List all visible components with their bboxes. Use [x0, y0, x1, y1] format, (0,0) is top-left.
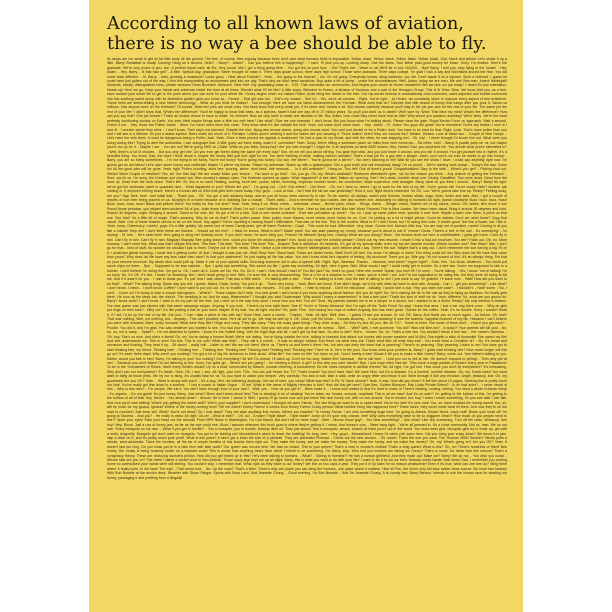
poster-headline: [107, 14, 511, 54]
movie-script-poster: [89, 0, 523, 612]
headline-line-2: there is no way a bee should be able to fly.: [107, 34, 487, 54]
headline-line-1: According to all known laws of aviation,: [107, 14, 464, 34]
script-body-text: Its wings are too small to get its fat little body off the ground. The bee, of course, flies anyway because bees don't care what humans think is impossible. Yellow, black. Yellow, black. Yellow, black. Yellow, black. Ooh, black and yellow! Let's shake it up a little. Barry! Breakfast is ready! Coming! Hang on a second. Hello? - Barry? - Adam? - Can you believe this is happening? - I can't. I'll pick you up. Looking sharp. Use the stairs. Your father paid good money for those. Sorry. I'm excited. Here's the graduate. We're very proud of you, son. A perfect report card, all B's. Very proud. Ma! I got a thing going here. - You got lint on your fuzz. - Ow! That's me! - Wave to us! We'll be in row 118,000. - Bye! Barry, I told you, stop flying in the house! - Hey, Adam. - Hey, Barry. - Is that fuzz gel? - A little. Special day, graduation. Never thought I'd make it. Three days grade school, three days high school. Those were awkward. Three days college. I'm glad I took a day and hitchhiked around the hive. You did come back different. - Hi, Barry. - Artie, growing a mustache? Looks good. - Hear about Frankie? - Yeah. - You going to the funeral? - No, I'm not going. Everybody knows, sting someone, you die. Don't waste it on a squirrel. Such a hothead. I guess he could have just gotten out of the way. I love this incorporating an amusement park into our day. That's why we don't need vacations. Boy, quite a bit of pomp... under the circumstances. Well, Adam, today we are men. We are! Bee-men. Amen! Hallelujah! Students, faculty, distinguished bees, please welcome Dean Buzzwell. Welcome, New Hive City graduating class of... 9:15. That concludes our ceremonies. And begins your career at Honex Industries! Will we pick our job today? I heard it's just orientation. Heads up! Here we go. Keep your hands and antennas inside the tram at all times. Wonder what it'll be like? A little scary. Welcome to Honex, a division of Honesco and a part of the Hexagon Group. This is it! Wow. Wow. We know that you, as a bee, have worked your whole life to get to the point where you can work for your whole life. Honey begins when our valiant Pollen Jocks bring the nectar to the hive. Our top-secret formula is automatically color-corrected, scent-adjusted and bubble-contoured into this soothing sweet syrup with its distinctive golden glow you know as... Honey! - That girl was hot. - She's my cousin! - She is? - Yes, we're all cousins. - Right. You're right. - At Honex, we constantly strive to improve every aspect of bee existence. These bees are stress-testing a new helmet technology. - What do you think he makes? - Not enough. Here we have our latest advancement, the Krelman. What does that do? Catches that little strand of honey that hangs after you pour it. Saves us millions. Can anyone work on the Krelman? Of course. Most bee jobs are small ones. But bees know that every small job, if it's done well, means a lot. But choose carefully because you'll stay in the job you pick for the rest of your life. The same job the rest of your life? I didn't know that. What's the difference? You'll be happy to know that bees, as a species, haven't had one day off in 27 million years. So you'll just work us to death? We'll sure try. Wow! That blew my mind! What's the difference? How can you say that? One job forever? That's an insane choice to have to make. I'm relieved. Now we only have to make one decision in life. But, Adam, how could they never have told us that? Why would you question anything? We're bees. We're the most perfectly functioning society on Earth. You ever think maybe things work a little too well here? Like what? Give me one example. I don't know. But you know what I'm talking about. Please clear the gate. Royal Nectar Force on approach. Wait a second. Check it out. - Hey, those are Pollen Jocks! - Wow. I've never seen them this close. They know what it's like outside the hive. Yeah, but some don't come back. - Hey, Jocks! - Hi, Jocks! You guys did great! You're monsters! You're sky freaks! I love it! I love it! - I wonder where they were. - I don't know. Their day's not planned. Outside the hive, flying who knows where, doing who knows what. You can't just decide to be a Pollen Jock. You have to be bred for that. Right. Look. That's more pollen than you and I will see in a lifetime. It's just a status symbol. Bees make too much of it. Perhaps. Unless you're wearing it and the ladies see you wearing it. Those ladies? Aren't they our cousins too? Distant. Distant. Look at these two. - Couple of Hive Harrys. - Let's have fun with them. It must be dangerous being a Pollen Jock. Yeah. Once a bear pinned me against a mushroom! He had a paw on my throat, and with the other, he was slapping me! - Oh, my! - I never thought I'd knock him out. What were you doing during this? Trying to alert the authorities. I can autograph that. A little gusty out there today, wasn't it, comrades? Yeah. Gusty. We're hitting a sunflower patch six miles from here tomorrow. - Six miles, huh? - Barry! A puddle jump for us, but maybe you're not up for it. - Maybe I am. - You are not! We're going 0900 at J-Gate. What do you think, buzzy-boy? Are you bee enough? I might be. It all depends on what 0900 means. Hey, Honex! Dad, you surprised me. You decide what you're interested in? - Well, there's a lot of choices. - But you only get one. Do you ever get bored doing the same job every day? Son, let me tell you about stirring. You grab that stick, and you just move it around, and you stir it around. You get yourself into a rhythm. It's a beautiful thing. You know, Dad, the more I think about it, maybe the honey field just isn't right for me. You were thinking of what, making balloon animals? That's a bad job for a guy with a stinger. Janet, your son's not sure he wants to go into honey! - Barry, you are so funny sometimes. - I'm not trying to be funny. You're not funny! You're going into honey. Our son, the stirrer! - You're gonna be a stirrer? - No one's listening to me! Wait till you see the sticks I have. I could say anything right now. I'm gonna get an ant tattoo! Let's open some honey and celebrate! Maybe I'll pierce my thorax. Shave my antennae. Shack up with a grasshopper. Get a gold tooth and call everybody dawg! I'm so proud. - We're starting work today! - Today's the day. Come on! All the good jobs will be gone. Yeah, right. Pollen counting, stunt bee, pouring, stirrer, front desk, hair removal... - Is it still available? - Hang on. Two left! One of them's yours! Congratulations! Step to the side. - What'd you get? - Picking crud out. Stellar! Wow! Couple of newbies? Yes, sir! Our first day! We are ready! Make your choice. - You want to go first? - No, you go. Oh, my. What's available? Restroom attendant's open, not for the reason you think. - Any chance of getting the Krelman? - Sure, you're on. I'm sorry, the Krelman just closed out. Wax monkey's always open. The Krelman opened up again. What happened? A bee died. Makes an opening. See? He's dead. Another dead one. Deady. Deadified. Two more dead. Dead from the neck up. Dead from the neck down. That's life! Oh, this is so hard! Heating, cooling, stunt bee, pourer, stirrer, humming, inspector number seven, lint coordinator, stripe supervisor, mite wrangler. Barry, what do you think I should... Barry? Barry! All right, we've got the sunflower patch in quadrant nine... What happened to you? Where are you? - I'm going out. - Out? Out where? - Out there. - Oh, no! I have to, before I go to work for the rest of my life. You're gonna die! You're crazy! Hello? Another call coming in. If anyone's feeling brave, there's a Korean deli on 83rd that gets their roses today. Hey, guys. - Look at that. - Isn't that the kid we saw yesterday? Hold it, son, flight deck's restricted. It's OK, Lou. We're gonna take him up. Really? Feeling lucky, are you? Sign here, here. Just initial that. - Thank you. - OK. You got a rain advisory today, and as you all know, bees cannot fly in rain. So be careful. As always, watch your brooms, hockey sticks, dogs, birds, bears and bats. Also, I got a couple of reports of root beer being poured on us. Murphy's in a home because of it, babbling like a cicada! - That's awful. - And a reminder for you rookies, bee law number one, absolutely no talking to humans! All right, launch positions! Buzz, buzz, buzz, buzz! Buzz, buzz, buzz, buzz! Black and yellow! Hello! You ready for this, hot shot? Yeah. Yeah, bring it on. Wind, check. - Antennae, check. - Nectar pack, check. - Wings, check. - Stinger, check. Scared out of my shorts, check. OK, ladies, let's move it out! Pound those petunias, you striped stem-suckers! All of you, drain those flowers! Wow! I'm out! I can't believe I'm out! So blue. I feel so fast and free! Box kite! Wow! Flowers! This is Blue Leader. We have roses visual. Bring it around 30 degrees and hold. Roses! 30 degrees, roger. Bringing it around. Stand to the side, kid. It's got a bit of a kick. That is one nectar collector! - Ever see pollination up close? - No, sir. I pick up some pollen here, sprinkle it over here. Maybe a dash over there, a pinch on that one. See that? It's a little bit of magic. That's amazing. Why do we do that? That's pollen power. More pollen, more flowers, more nectar, more honey for us. Cool. I'm picking up a lot of bright yellow. Could be daisies. Don't we need those? Copy that visual. Wait. One of these flowers seems to be on the move. Say again? You're reporting a moving flower? Affirmative. That was on the line. This is the coolest. What is it? I don't know, but I'm loving this color. It smells good. Not like a flower, but I like it. Yeah, fuzzy. Chemical-y. Careful, guys. It's a little grabby. My sweet lord of bees! Candy-brain, get off there! Problem! - Guys! - This could be bad. Affirmative. Very close. Gonna hurt. Mama's little boy. You are way out of position, rookie! Coming in at you like a missile! Help me! I don't think these are flowers. - Should we tell him? - I think he knows. What is this?! Match point! You can start packing up, honey, because you're about to eat it! Yowser! Gross. There's a bee in the car! - Do something! - I'm driving! - Hi, bee. - He's back here! He's going to sting me! Nobody move. If you don't move, he won't sting you. Freeze! He blinked! Spray him, Granny! What are you doing?! Wow... the tension level out here is unbelievable. I gotta get home. Can't fly in rain. Can't fly in rain. Can't fly in rain. Mayday! Mayday! Bee going down! Ken, could you close the window please? Ken, could you close the window please? Check out my new resume. I made it into a fold-out brochure. You see? Folds out. Oh, no. More humans. I don't need this. What was that? Maybe this time. This time. This time. This time! This time! This... Drapes! That is diabolical. It's fantastic. It's got all my special skills, even my top-ten favorite movies. What's number one? Star Wars? Nah, I don't go for that... kind of stuff. No wonder we shouldn't talk to them. They're out of their minds. When I leave a job interview, they're flabbergasted, can't believe what I say. There's the sun. Maybe that's a way out. I don't remember the sun having a big 75 on it. I predicted global warming. I could feel it getting hotter. At first I thought it was just me. Wait! Stop! Bee! Stand back. These are winter boots. Wait! Don't kill him! You know I'm allergic to them! This thing could kill me! Why does his life have less value than yours? Why does his life have any less value than mine? Is that your statement? I'm just saying all life has value. You don't know what he's capable of feeling. My brochure! There you go, little guy. I'm not scared of him. It's an allergic thing. Put that on your resume brochure. My whole face could puff up. Make it one of your special skills. Knocking someone out is also a special skill. Right. Bye, Vanessa. Thanks. - Vanessa, next week? Yogurt night? - Sure, Ken. You know, whatever. - You could put carob chips on there. - Bye. - Supposed to be less calories. - Bye. I gotta say something. She saved my life. I gotta say something. All right, here it goes. Nah. What would I say? I could really get in trouble. It's a bee law. You're not supposed to talk to a human. I can't believe I'm doing this. I've got to. Oh, I can't do it. Come on! No. Yes. No. Do it. I can't. How should I start it? You like jazz? No, that's no good. Here she comes! Speak, you fool! Hi! I'm sorry. - You're talking. - Yes, I know. You're talking! I'm so sorry. No, it's OK. It's fine. I know I'm dreaming. But I don't recall going to bed. Well, I'm sure this is very disconcerting. This is a bit of a surprise to me. I mean, you're a bee! I am. And I'm not supposed to be doing this, but they were all trying to kill me. And if it wasn't for you... I had to thank you. It's just how I was raised. That was a little weird. - I'm talking with a bee. - Yeah. I'm talking to a bee. And the bee is talking to me! I just want to say I'm grateful. I'll leave now. - Wait! How did you learn to do that? - What? The talking thing. Same way you did, I guess. Mama, Dada, honey. You pick it up. - That's very funny. - Yeah. Bees are funny. If we didn't laugh, we'd cry with what we have to deal with. Anyway... Can I... get you something? - Like what? I don't know. I mean... I don't know. Coffee? I don't want to put you out. It's no trouble. It takes two minutes. - It's just coffee. - I hate to impose. - Don't be ridiculous! - Actually, I would love a cup. Hey, you want rum cake? - I shouldn't. - Have some. - No, I can't. - Come on! I'm trying to lose a couple micrograms. - Where? - These stripes don't help. You look great! I don't know if you know anything about fashion. Are you all right? No. He's making the tie in the cab as they're flying up Madison. He finally gets there. He runs up the steps into the church. The wedding is on. And he says, Watermelon? I thought you said Guatemalan. Why would I marry a watermelon? Is that a bee joke? That's the kind of stuff we do. Yeah, different. So, what are you gonna do, Barry? About work? I don't know. I want to do my part for the hive, but I can't do it the way they want. I know how you feel. You do? Sure. My parents wanted me to be a lawyer or a doctor, but I wanted to be a florist. Really? My only interest is flowers. Our new queen was just elected with that same campaign slogan. Anyway, if you look... There's my hive right there. See it? You're in Sheep Meadow! Yes! I'm right off the Turtle Pond! No way! I know that area. I lost a toe ring there once. - Why do girls put rings on their toes? - Why not? It's like putting a hat on your knee. Maybe I'll try that. You all right, ma'am? Oh, yeah. Fine. Just having two cups of coffee! Anyway, this has been great. Thanks for the coffee. Yeah, it's no trouble. Sorry I couldn't finish it. If I did, I'd be up the rest of my life. Are you...? Can I take a piece of this with me? Sure! Here, have a crumb. - Thanks! - Yeah. All right. Well, then... I guess I'll see you around. Or not. OK, Barry. And thank you so much again... for before. Oh, that? That was nothing. Well, not nothing, but... Anyway... This can't possibly work. He's all set to go. We may as well try it. OK, Dave, pull the chute. - Sounds amazing. - It was amazing! It was the scariest, happiest moment of my life. Humans! I can't believe you were with humans! Giant, scary humans! What were they like? Huge and crazy. They talk crazy. They eat crazy giant things. They drive crazy. - Do they try and kill you, like on TV? - Some of them. But some of them don't. - How'd you get back? - Poodle. You did it, and I'm glad. You saw whatever you wanted to see. You had your experience. Now you can pick out your job and be normal. - Well... - Well? Well, I met someone. You did? Was she Bee-ish? - A wasp?! Your parents will kill you! - No, no, no, not a wasp. - Spider? - I'm not attracted to spiders. I know it's the hottest thing, with the eight legs and all. I can't get by that face. So who is she? She's... human. No, no. That's a bee law. You wouldn't break a bee law. - Her name's Vanessa. - Oh, boy. She's so nice. And she's a florist! Oh, no! You're dating a human florist! We're not dating. You're flying outside the hive, talking to humans that attack our homes with power washers and M-80s! One-eighth a stick of dynamite! She saved my life! And she understands me. This is over! Eat this. This is not over! What was that? - They call it a crumb. - It was so stingin' stripey! And that's not what they eat. That's what falls off what they eat! - You know what a Cinnabon is? - No. It's bread and cinnamon and frosting. They heat it up... Sit down! ...really hot! - Listen to me! We are not them! We're us. There's us and there's them! Yes, but who can deny the heart that is yearning? There's no yearning. Stop yearning. Listen to me! You have got to start thinking bee, my friend. Thinking bee! - Thinking bee. - Thinking bee. Thinking bee! Thinking bee! Thinking bee! Thinking bee! There he is. He's in the pool. You know what your problem is, Barry? I gotta start thinking bee? How much longer will this go on? It's been three days! Why aren't you working? I've got a lot of big life decisions to think about. What life? You have no life! You have no job. You're barely a bee! Would it kill you to make a little honey? Barry, come out. Your father's talking to you. Martin, would you talk to him? Barry, I'm talking to you! You coming? Got everything? All set! Go ahead. I'll catch up. Don't be too long. Watch this! Vanessa! - We're still here. - I told you not to yell at him. He doesn't respond to yelling! - Then why yell at me? - Because you don't listen! I'm not listening to this. Sorry, I've gotta go. - Where are you going? - I'm meeting a friend. A girl? Is this why you can't decide? Bye. I just hope she's Bee-ish. They have a huge parade of flowers every year in Pasadena? To be in the Tournament of Roses, that's every florist's dream! Up on a float, surrounded by flowers, crowds cheering. A tournament. Do the roses compete in athletic events? No. All right, I've got one. How come you don't fly everywhere? It's exhausting. Why don't you run everywhere? It's faster. Yeah, OK, I see, I see. All right, your turn. TiVo. You can just freeze live TV? That's insane! You don't have that? We have Hivo, but it's a disease. It's a horrible, horrible disease. Oh, my. Dumb bees! You must want to sting all those jerks. We try not to sting. It's usually fatal for us. So you have to watch your temper. Very carefully. You kick a wall, take a walk, write an angry letter and throw it out. Work through it like any emotion: Anger, jealousy, lust. Oh, my goodness! Are you OK? Yeah. - What is wrong with you?! - It's a bug. He's not bothering anybody. Get out of here, you creep! What was that? A Pic 'N' Save circular? Yeah, it was. How did you know? It felt like about 10 pages. Seventy-five is pretty much our limit. You've really got that down to a science. - I lost a cousin to Italian Vogue. - I'll bet. What in the name of Mighty Hercules is this? How did this get here? Cute Bee, Golden Blossom, Ray Liotta Private Select? - Is he that actor? - I never heard of him. - Why is this here? - For people. We eat it. You don't have enough food of your own? - Well, yes. - How do you get it? - Bees make it. - I know who makes it! And it's hard to make it! There's heating, cooling, stirring. You need a whole Krelman thing! - It's organic. - It's our-ganic! It's just honey, Barry. Just what?! Bees don't know about this! This is stealing! A lot of stealing! You've taken our homes, schools, hospitals! This is all we have! And it's on sale?! I'm getting to the bottom of this. I'm getting to the bottom of all of this! Hey, Hector. - You almost done? - Almost. He is here. I sense it. Well, I guess I'll go home now and just leave this nice honey out, with no one around. You're busted, box boy! I knew I heard something. So you can talk! I can talk. And now you'll start talking! Where you getting the sweet stuff? Who's your supplier? I don't understand. I thought we were friends. The last thing we want to do is upset bees! You're too late! It's ours now! You, sir, have crossed the wrong sword! You, sir, will be lunch for my iguana, Ignacio! Where is the honey coming from? Tell me where! Honey Farms! It comes from Honey Farms! Crazy person! What horrible thing has happened here? These faces, they never knew what hit them. And now they're on the road to nowhere! Just keep still. What? You're not dead? Do I look dead? They will wipe anything that moves. Where you headed? To Honey Farms. I am onto something huge here. I'm going to Alaska. Moose blood, crazy stuff. Blows your head off! I'm going to Tacoma. - And you? - He really is dead. All right. Uh-oh! - What is that?! - Oh, no! - A wiper! Triple blade! - Triple blade? Jump on! It's your only chance, bee! Why does everything have to be so doggone clean?! How much do you people need to see?! Open your eyes! Stick your head out the window! From NPR News in Washington, I'm Carl Kasell. But don't kill no more bugs! - Bee! - Moose blood guy!! - You hear something? - Like what? Like tiny screaming. Turn off the radio. Whassup, bee boy? Hey, Blood. Just a row of honey jars, as far as the eye could see. Wow! I assume wherever this truck goes is where they're getting it. I mean, that honey's ours. - Bees hang tight. - We're all jammed in. It's a close community. Not us, man. We on our own. Every mosquito on his own. - What if you get in trouble? - You a mosquito, you in trouble. Nobody likes us. They just smack. See a mosquito, smack, smack! At least you're out in the world. You must meet girls. Mosquito girls try to trade up, get with a moth, dragonfly. Mosquito girl don't want no mosquito. You got to be kidding me! Mooseblood's about to leave the building! So long, bee! - Hey, guys! - Mooseblood! I knew I'd catch y'all down here. Did you bring your crazy straw? We throw it in jars, slap a label on it, and it's pretty much pure profit. What is this place? A bee's got a brain the size of a pinhead. They are pinheads! Pinhead. - Check out the new smoker. - Oh, sweet. That's the one you want. The Thomas 3000! Smoker? Ninety puffs a minute, semi-automatic. Twice the nicotine, all the tar. A couple breaths of this knocks them right out. They make the honey, and we make the money. They make the honey, and we make the money? Oh, my! What's going on? Are you OK? Yeah. It doesn't last too long. Do you know you're in a fake hive with fake walls? Our queen was moved here. We had no choice. This is your queen? That's a man in women's clothes! That's a drag queen! What is this? Oh, no! There's hundreds of them! Bee honey. Our honey is being brazenly stolen on a massive scale! This is worse than anything bears have done! I intend to do something. Oh, Barry, stop. Who told you humans are taking our honey? That's a rumor. Do these look like rumors? That's a conspiracy theory. These are obviously doctored photos. How did you get mixed up in this? He's been talking to humans. - What? - Talking to humans?! He has a human girlfriend. And they make out! Make out? Barry! We do not. - You wish you could. - Whose side are you on? The bees! I dated a cricket once in San Antonio. Those crazy legs kept me up all night. Barry, this is what you want to do with your life? I want to do it for all our lives. Nobody works harder than bees! Dad, I remember you coming home so overworked your hands were still stirring. You couldn't stop. I remember that. What right do they have to our honey? We live on two cups a year. They put it in lip balm for no reason whatsoever! Even if it's true, what can one bee do? Sting them where it really hurts. In the face! The eye! - That would hurt. - No. Up the nose? That's a killer. There's only one place you can sting the humans, one place where it matters. Hive at Five, the hive's only full-hour action news source. No more bee beards! With Bob Bumble at the anchor desk. Weather with Storm Stinger. Sports with Buzz Larvi. And Jeanette Chung. - Good evening. I'm Bob Bumble. - And I'm Jeanette Chung. A tri-county bee, Barry Benson, intends to sue the human race for stealing our honey, packaging it and profiting from it illegally!: [107, 57, 507, 480]
